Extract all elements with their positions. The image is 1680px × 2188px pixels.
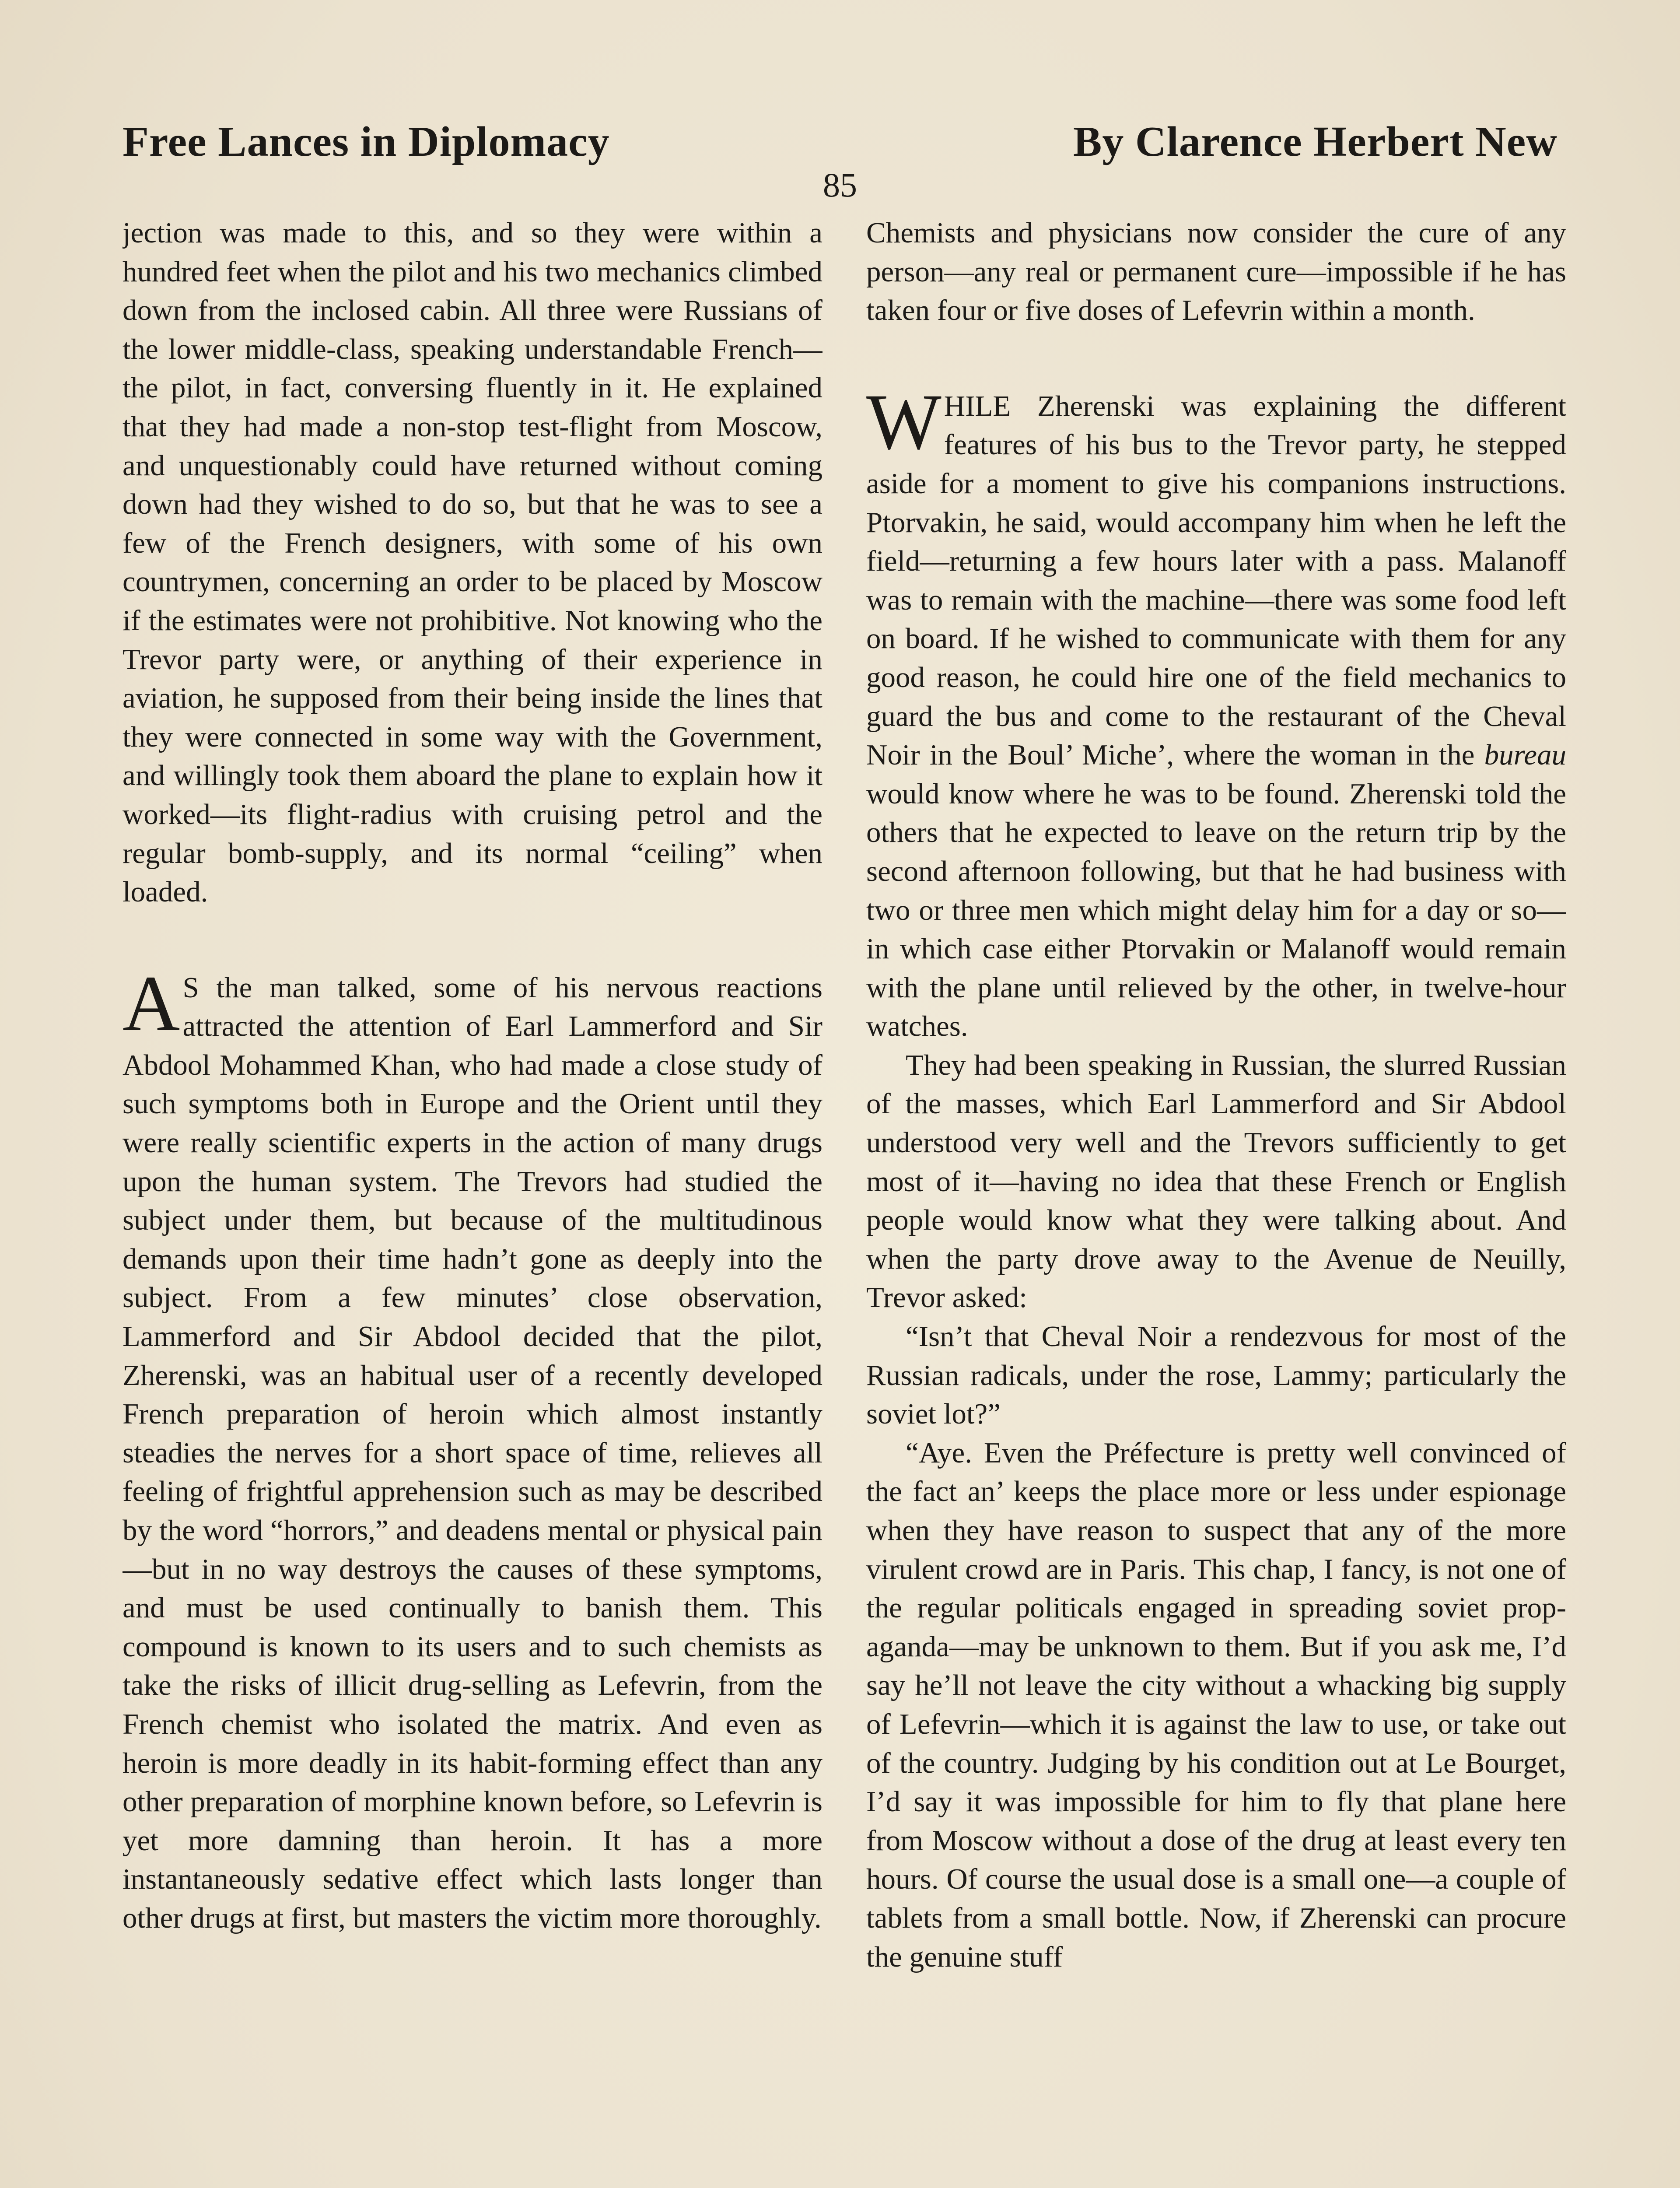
paragraph: They had been speaking in Russian, the slurred Russian of the masses, which Earl Lammerford and Sir Abdool understood very well and the Trevors sufficiently to get most of it—having no idea that these French or English people would know what they were talking about. And when the party drove away to the Avenue de Neuilly, Trevor asked: bbox=[866, 1048, 1566, 1314]
page-number: 85 bbox=[823, 166, 857, 204]
paragraph: “Aye. Even the Préfecture is pretty well convinced of the fact an’ keeps the place more or less under espionage when they have reason to suspect that any of the more virulent crowd are in Paris. This chap, I fancy, is not one of the regular politicals engaged in spreading soviet propaganda—may be unknown to them. But if you ask me, I’d say he’ll not leave the city without a whacking big supply of Lefevrin—which it is against the law to use, or take out of the country. Judging by his condition out at Le Bourget, I’d say it was impossible for him to fly that plane here from Moscow without a dose of the drug at least every ten hours. Of course the usual dose is a small one—a couple of tablets from a small bottle. Now, if Zherenski can procure the genuine stuff bbox=[866, 1436, 1566, 1973]
section-break bbox=[866, 330, 1566, 387]
drop-cap: W bbox=[866, 378, 942, 466]
section-break bbox=[122, 912, 822, 968]
story-title: Free Lances in Diplomacy bbox=[122, 118, 610, 165]
italic-word: bureau bbox=[1484, 739, 1566, 771]
paragraph: “Isn’t that Cheval Noir a rendezvous for most of the Russian radicals, under the rose, Lammy; particularly the soviet lot?” bbox=[866, 1320, 1566, 1431]
paragraph-text: HILE Zherenski was explaining the different features of his bus to the Trevor party, he stepped aside for a moment to give his companions instructions. Ptorvakin, he said, would accompany him when he left the field—returning a few hours later with a pass. Malanoff was to remain with the machine—there was some food left on board. If he wished to communicate with them for any good reason, he could hire one of the field mechanics to guard the bus and come to the restaurant of the Cheval Noir in the Boul’ Miche’, where the woman in the bbox=[866, 389, 1566, 771]
section-paragraph bbox=[866, 378, 1566, 1046]
paragraph-text-end: would know where he was to be found. Zherenski told the others that he expected to leave on the return trip by the second afternoon following, but that he had business with two or three men which might delay him for a day or so—in which case either Ptorvakin or Malanoff would remain with the plane until relieved by the other, in twelve-hour watches. bbox=[866, 777, 1566, 1043]
paragraph: jection was made to this, and so they were within a hundred feet when the pilot and his two mechanics climbed down from the inclosed cabin. All three were Russians of the lower middle-class, speaking understandable French—the pilot, in fact, conversing fluently in it. He explained that they had made a non-stop test-flight from Moscow, and unquestionably could have returned without coming down had they wished to do so, but that he was to see a few of the French designers, with some of his own countrymen, concerning an order to be placed by Moscow if the estimates were not prohibitive. Not knowing who the Trevor party were, or anything of their experience in aviation, he supposed from their being inside the lines that they were connected in some way with the Government, and willingly took them aboard the plane to explain how it worked—its flight-radius with cruising petrol and the regular bomb-supply, and its normal “ceiling” when loaded. bbox=[122, 217, 822, 908]
story-author: By Clarence Herbert New bbox=[1073, 118, 1558, 165]
paragraph-text: S the man talked, some of his nervous reactions attracted the attention of Earl Lammerford and Sir Abdool Mohammed Khan, who had made a close study of such symptoms both in Europe and the Orient until they were really scientific experts in the action of many drugs upon the human system. The Trevors had studied the subject under them, but because of the multitudinous demands upon their time hadn’t gone as deeply into the subject. From a few minutes’ close observation, Lammerford and Sir Abdool decided that the pilot, Zherenski, was an habitual user of a recently developed French preparation of heroin which almost instantly steadies the nerves for a short space of time, relieves all feeling of frightful apprehension such as may be described by the word “horrors,” and deadens mental or physical pain—but in no way destroys the causes of these symptoms, and must be used continually to banish them. This compound is known to its users and to such chemists as take the risks of illicit drug-selling as Lefevrin, from the French chemist who isolated the matrix. And even as heroin is more deadly in its habit-forming effect than any other preparation of morphine known before, so Lefevrin is yet more damning than heroin. It has a more instantaneously sedative effect which lasts longer than other drugs at first, but masters the victim more thoroughly. bbox=[122, 971, 822, 1934]
right-column bbox=[866, 214, 1566, 2188]
left-column bbox=[122, 214, 822, 2188]
paragraph: Chemists and physicians now consider the cure of any person—any real or permanent cure—impossible if he has taken four or five doses of Lefevrin within a month. bbox=[866, 217, 1566, 327]
section-paragraph bbox=[122, 959, 822, 1938]
drop-cap: A bbox=[122, 959, 180, 1048]
